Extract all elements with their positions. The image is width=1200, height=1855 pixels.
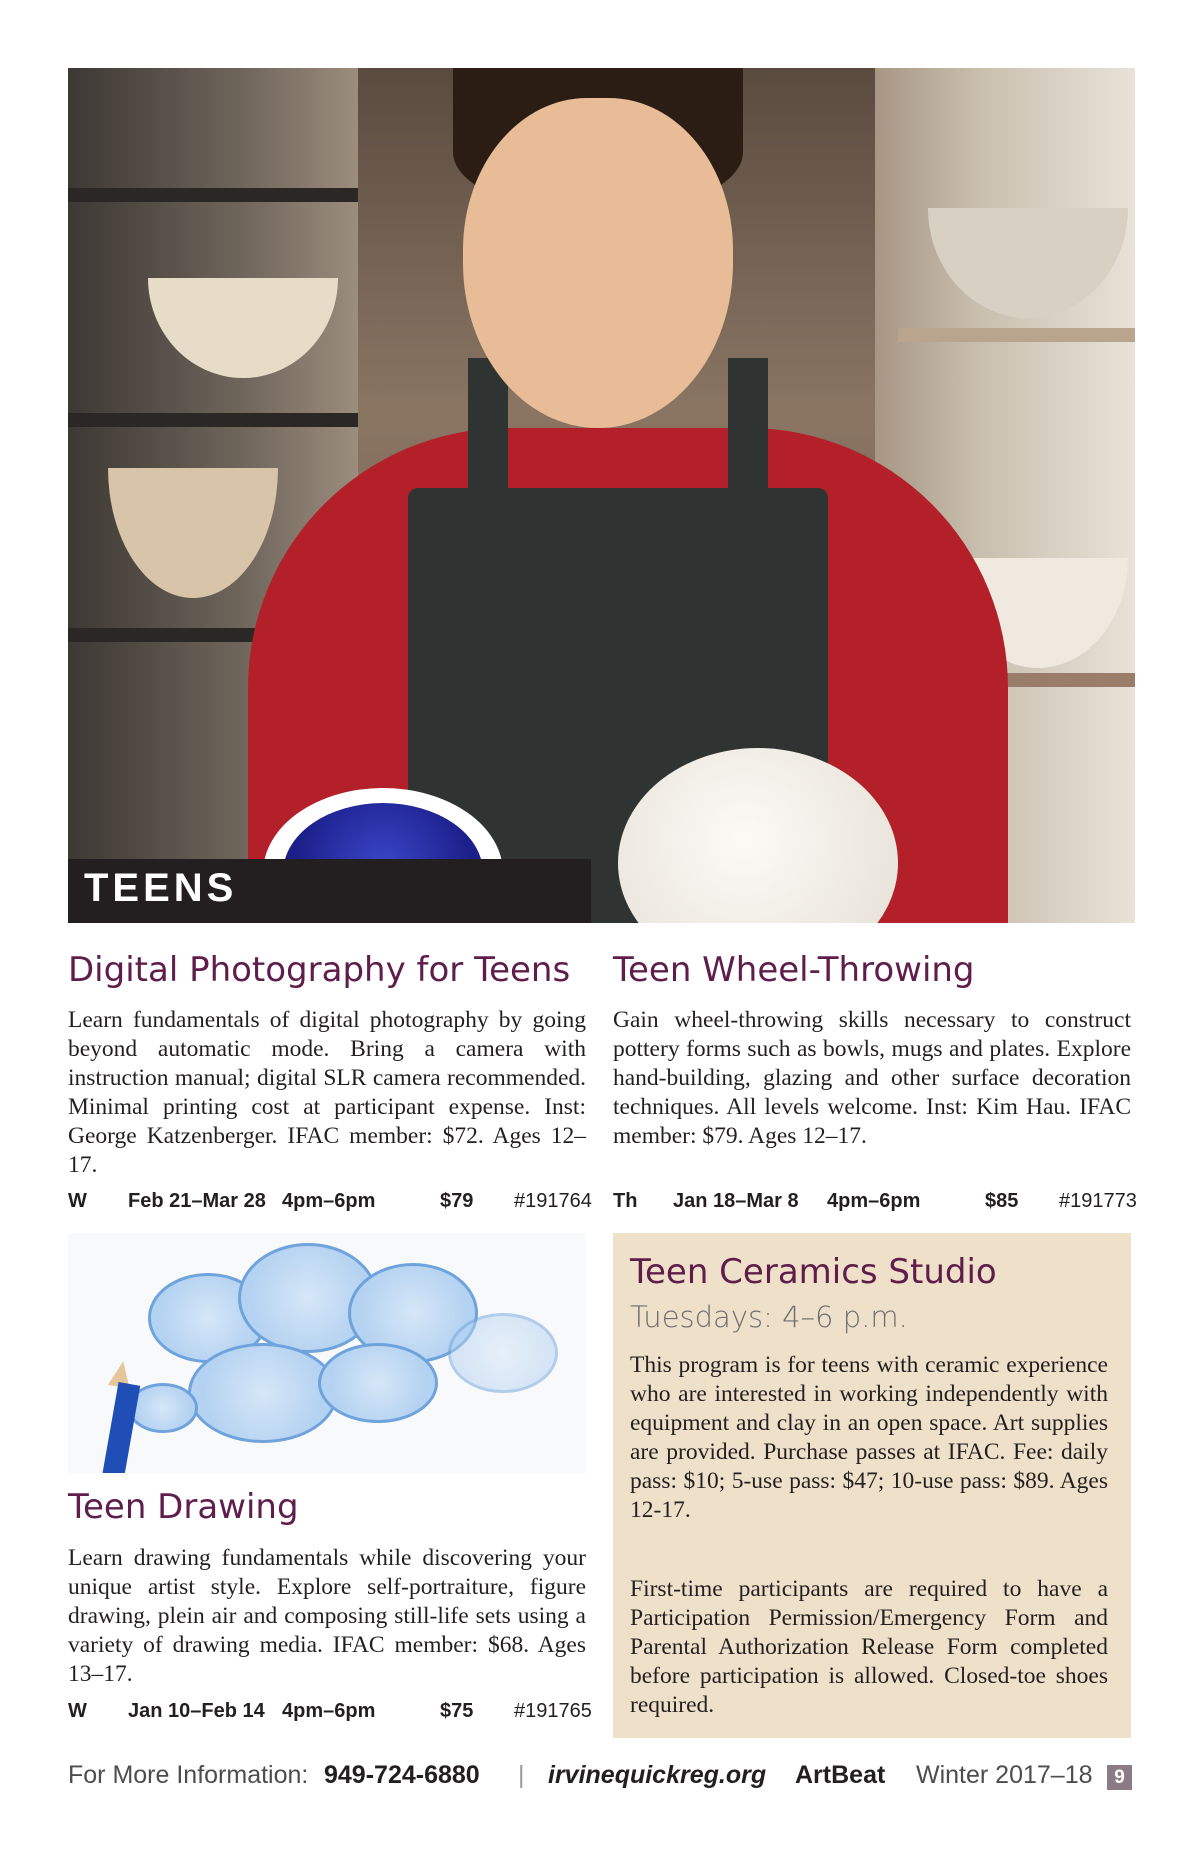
course-description-digital-photography: Learn fundamentals of digital photography by going beyond automatic mode. Bring a camera with instruction manual; digital SLR camera recommended. Minimal printing cost at participant expense. Inst: George Katzenberger. IFAC member: $72. Ages 12–17.: [68, 1007, 586, 1178]
course-title-drawing: Teen Drawing: [68, 1487, 299, 1527]
schedule-time: 4pm–6pm: [827, 1190, 921, 1212]
course-title-ceramics-studio: Teen Ceramics Studio: [630, 1252, 997, 1292]
footer-separator: |: [518, 1761, 525, 1789]
course-note-ceramics-studio: First-time participants are required to have a Participation Permission/Emergency Form and Parental Authorization Release Form completed before participation is allowed. Closed-toe shoes required.: [630, 1576, 1108, 1718]
schedule-day: W: [68, 1190, 87, 1212]
schedule-day: Th: [613, 1190, 638, 1212]
page-footer: [68, 1761, 1108, 1797]
course-schedule-wheel-throwing: [613, 1190, 1137, 1218]
schedule-dates: Feb 21–Mar 28: [128, 1190, 266, 1212]
footer-season: Winter 2017–18: [916, 1761, 1093, 1789]
cloud-swirl: [448, 1313, 558, 1393]
shelf-plank: [898, 328, 1135, 342]
footer-phone: 949-724-6880: [324, 1761, 480, 1789]
schedule-dates: Jan 10–Feb 14: [128, 1700, 265, 1722]
course-schedule-digital-photography: [68, 1190, 592, 1218]
hero-photo: [68, 68, 1135, 923]
schedule-time: 4pm–6pm: [282, 1700, 376, 1722]
course-description-drawing: Learn drawing fundamentals while discovering your unique artist style. Explore self-portraiture, figure drawing, plein air and composing still-life sets using a variety of drawing media. IFAC member: $68. Ages 13–17.: [68, 1545, 586, 1687]
course-schedule-ceramics-studio: Tuesdays: 4–6 p.m.: [630, 1300, 908, 1334]
course-schedule-drawing: [68, 1700, 592, 1728]
blue-pencil: [98, 1382, 141, 1473]
section-label: TEENS: [84, 866, 238, 910]
schedule-day: W: [68, 1700, 87, 1722]
course-title-wheel-throwing: Teen Wheel-Throwing: [613, 950, 975, 990]
schedule-price: $75: [440, 1700, 474, 1722]
schedule-time: 4pm–6pm: [282, 1190, 376, 1212]
cloud-swirl: [188, 1343, 338, 1443]
footer-website-link[interactable]: irvinequickreg.org: [548, 1761, 767, 1789]
footer-publication: ArtBeat: [795, 1761, 886, 1789]
course-description-ceramics-studio: This program is for teens with ceramic experience who are interested in working independently with equipment and clay in an open space. Art supplies are provided. Purchase passes at IFAC. Fee: daily pass: $10; 5-use pass: $47; 10-use pass: $89. Ages 12-17.: [630, 1352, 1108, 1523]
footer-info-label: For More Information:: [68, 1761, 309, 1789]
drawing-illustration: [68, 1233, 586, 1473]
schedule-price: $79: [440, 1190, 474, 1212]
course-code: #191773: [1059, 1190, 1137, 1212]
schedule-price: $85: [985, 1190, 1019, 1212]
schedule-dates: Jan 18–Mar 8: [673, 1190, 799, 1212]
course-code: #191765: [514, 1700, 592, 1722]
cloud-swirl: [318, 1343, 438, 1423]
course-code: #191764: [514, 1190, 592, 1212]
course-title-digital-photography: Digital Photography for Teens: [68, 950, 571, 990]
course-description-wheel-throwing: Gain wheel-throwing skills necessary to construct pottery forms such as bowls, mugs and plates. Explore hand-building, glazing and other surface decoration techniques. All levels welcome. Inst: Kim Hau. IFAC member: $79. Ages 12–17.: [613, 1007, 1131, 1149]
page-number: 9: [1107, 1765, 1132, 1790]
shelf-plank: [68, 188, 358, 202]
shelf-plank: [68, 413, 358, 427]
face: [463, 98, 733, 428]
